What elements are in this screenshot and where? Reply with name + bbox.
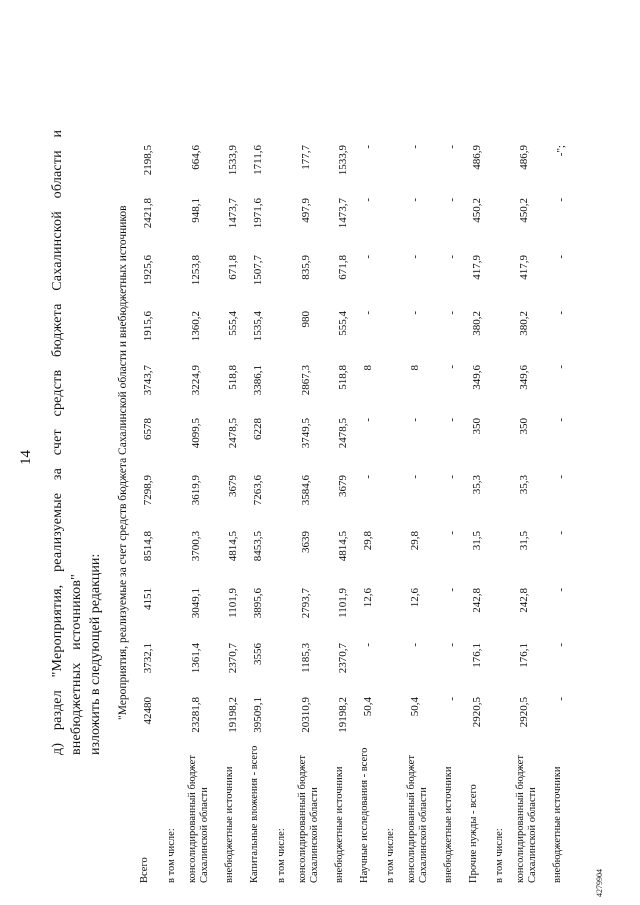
table-cell: 1253,8 [190, 255, 202, 286]
table-cell: - [446, 198, 458, 202]
table-cell: 3743,7 [142, 365, 154, 396]
table-cell: - [409, 418, 421, 422]
row-label: Всего [139, 857, 150, 883]
page-number: 14 [18, 450, 34, 465]
row-label: Научные исследования - всего [359, 747, 370, 883]
table-cell: - [555, 643, 567, 647]
table-cell: 3049,1 [190, 588, 202, 619]
section-heading [48, 55, 105, 755]
table-cell: 3224,9 [190, 365, 202, 396]
table-cell: - [555, 198, 567, 202]
table-cell: - [409, 475, 421, 479]
table-cell: 2370,7 [227, 643, 239, 674]
table-cell: 417,9 [471, 255, 483, 280]
table-cell: - [555, 418, 567, 422]
table-cell: 3619,9 [190, 475, 202, 506]
table-cell: 39509,1 [252, 697, 264, 733]
row-label: внебюджетные источники [443, 766, 454, 883]
table-cell: 2920,5 [518, 697, 530, 728]
table-cell: - [409, 643, 421, 647]
table-cell: 417,9 [518, 255, 530, 280]
table-cell: - [555, 697, 567, 701]
table-cell: - [362, 475, 374, 479]
table-cell: - [446, 643, 458, 647]
row-label: консолидированный бюджет Сахалинской области [515, 755, 538, 883]
table-cell: 176,1 [471, 643, 483, 668]
table-cell: - [409, 255, 421, 259]
table-cell: 8 [362, 365, 374, 371]
table-cell: 3556 [252, 643, 264, 665]
table-cell: - [446, 145, 458, 149]
table-cell: - [555, 311, 567, 315]
table-cell: - [362, 643, 374, 647]
table-cell: 671,8 [337, 255, 349, 280]
table-cell: 177,7 [300, 145, 312, 170]
table-cell: - [362, 418, 374, 422]
table-cell: 8514,8 [142, 531, 154, 562]
table-cell: 518,8 [227, 365, 239, 390]
table-cell: 1361,4 [190, 643, 202, 674]
table-cell: 8453,5 [252, 531, 264, 562]
row-label: внебюджетные источники [334, 766, 345, 883]
table-cell: 35,3 [518, 475, 530, 495]
row-label: консолидированный бюджет Сахалинской области [297, 755, 320, 883]
row-label: в том числе: [166, 828, 177, 883]
table-cell: 2867,3 [300, 365, 312, 396]
table-cell: 4099,5 [190, 418, 202, 449]
table-cell: 42480 [142, 697, 154, 725]
table-cell: 3749,5 [300, 418, 312, 449]
table-cell: 1101,9 [337, 588, 349, 618]
table-cell: 518,8 [337, 365, 349, 390]
table-cell: - [362, 198, 374, 202]
table-cell: 1360,2 [190, 311, 202, 342]
table-cell: 23281,8 [190, 697, 202, 733]
table-cell: 835,9 [300, 255, 312, 280]
table-cell: - [409, 198, 421, 202]
table-title: "Мероприятия, реализуемые за счет средств бюджета Сахалинской области и внебюджетных источников [117, 205, 129, 720]
table-cell: 1185,3 [300, 643, 312, 673]
table-cell: 31,5 [471, 531, 483, 551]
table-cell: 12,6 [409, 588, 421, 608]
table-cell: 350 [471, 418, 483, 435]
table-cell: 2478,5 [337, 418, 349, 449]
heading-line-1: д) раздел "Мероприятия, реализуемые за счет средств бюджета Сахалинской области и внебюджетных источников" [50, 129, 84, 755]
table-cell: 176,1 [518, 643, 530, 668]
table-cell: 486,9 [471, 145, 483, 170]
table-cell: -"; [555, 145, 567, 157]
table-cell: 450,2 [518, 198, 530, 223]
table-cell: - [446, 365, 458, 369]
table-cell: 6578 [142, 418, 154, 440]
table-cell: 349,6 [518, 365, 530, 390]
table-cell: 29,8 [409, 531, 421, 551]
table-cell: 7263,6 [252, 475, 264, 506]
table-cell: - [446, 311, 458, 315]
row-label: внебюджетные источники [552, 766, 563, 883]
table-cell: - [446, 255, 458, 259]
row-label: в том числе: [385, 828, 396, 883]
row-label: консолидированный бюджет Сахалинской области [187, 755, 210, 883]
table-cell: 3679 [227, 475, 239, 497]
table-cell: 1101,9 [227, 588, 239, 618]
table-cell: 4814,5 [337, 531, 349, 562]
table-cell: 1925,6 [142, 255, 154, 286]
table-cell: - [555, 588, 567, 592]
table-cell: 12,6 [362, 588, 374, 608]
table-cell: 450,2 [471, 198, 483, 223]
table-cell: 380,2 [518, 311, 530, 336]
row-label: Капитальные вложения - всего [249, 745, 260, 883]
document-number: 4279904 [595, 869, 604, 897]
table-cell: - [555, 531, 567, 535]
table-cell: 1915,6 [142, 311, 154, 342]
table-cell: 35,3 [471, 475, 483, 495]
table-cell: 4151 [142, 588, 154, 610]
table-cell: 2478,5 [227, 418, 239, 449]
table-cell: 349,6 [471, 365, 483, 390]
table-cell: 948,1 [190, 198, 202, 223]
table-cell: 486,9 [518, 145, 530, 170]
table-cell: 1533,9 [227, 145, 239, 176]
table-cell: 3679 [337, 475, 349, 497]
row-label: внебюджетные источники [224, 766, 235, 883]
table-cell: 20310,9 [300, 697, 312, 733]
table-cell: 6228 [252, 418, 264, 440]
table-cell: 1507,7 [252, 255, 264, 286]
table-cell: 3700,3 [190, 531, 202, 562]
row-label: в том числе: [276, 828, 287, 883]
table-cell: 380,2 [471, 311, 483, 336]
table-cell: 2920,5 [471, 697, 483, 728]
table-cell: - [446, 588, 458, 592]
table-cell: 3386,1 [252, 365, 264, 396]
table-cell: 1711,6 [252, 145, 264, 175]
table-cell: 4814,5 [227, 531, 239, 562]
table-cell: 31,5 [518, 531, 530, 551]
table-cell: - [446, 475, 458, 479]
table-cell: 555,4 [337, 311, 349, 336]
row-label: в том числе: [494, 828, 505, 883]
table-cell: - [362, 145, 374, 149]
table-cell: - [409, 311, 421, 315]
table-cell: 242,8 [471, 588, 483, 613]
table-cell: 2421,8 [142, 198, 154, 229]
table-cell: - [446, 418, 458, 422]
table-cell: - [446, 697, 458, 701]
table-cell: 1473,7 [227, 198, 239, 229]
table-cell: - [409, 145, 421, 149]
table-cell: 19198,2 [227, 697, 239, 733]
table-cell: 1971,6 [252, 198, 264, 229]
table-cell: 3895,6 [252, 588, 264, 619]
table-cell: 29,8 [362, 531, 374, 551]
table-cell: - [555, 475, 567, 479]
table-cell: 1473,7 [337, 198, 349, 229]
table-cell: 671,8 [227, 255, 239, 280]
table-cell: 3584,6 [300, 475, 312, 506]
table-cell: 2370,7 [337, 643, 349, 674]
table-cell: 2793,7 [300, 588, 312, 619]
table-cell: 980 [300, 311, 312, 328]
table-cell: - [555, 255, 567, 259]
table-cell: 50,4 [362, 697, 374, 717]
table-cell: - [362, 255, 374, 259]
table-cell: 7298,9 [142, 475, 154, 506]
table-cell: 3732,1 [142, 643, 154, 674]
table-cell: 350 [518, 418, 530, 435]
table-cell: - [555, 365, 567, 369]
table-cell: - [446, 531, 458, 535]
table-cell: 497,9 [300, 198, 312, 223]
row-label: консолидированный бюджет Сахалинской области [406, 755, 429, 883]
table-cell: 1533,9 [337, 145, 349, 176]
heading-line-2: изложить в следующей редакции: [88, 553, 103, 755]
table-cell: - [362, 311, 374, 315]
table-cell: 242,8 [518, 588, 530, 613]
table-cell: 8 [409, 365, 421, 371]
table-cell: 664,6 [190, 145, 202, 170]
table-cell: 1535,4 [252, 311, 264, 342]
row-label: Прочие нужды - всего [468, 784, 479, 883]
table-cell: 50,4 [409, 697, 421, 717]
table-cell: 555,4 [227, 311, 239, 336]
table-cell: 3639 [300, 531, 312, 553]
table-cell: 2198,5 [142, 145, 154, 176]
table-cell: 19198,2 [337, 697, 349, 733]
